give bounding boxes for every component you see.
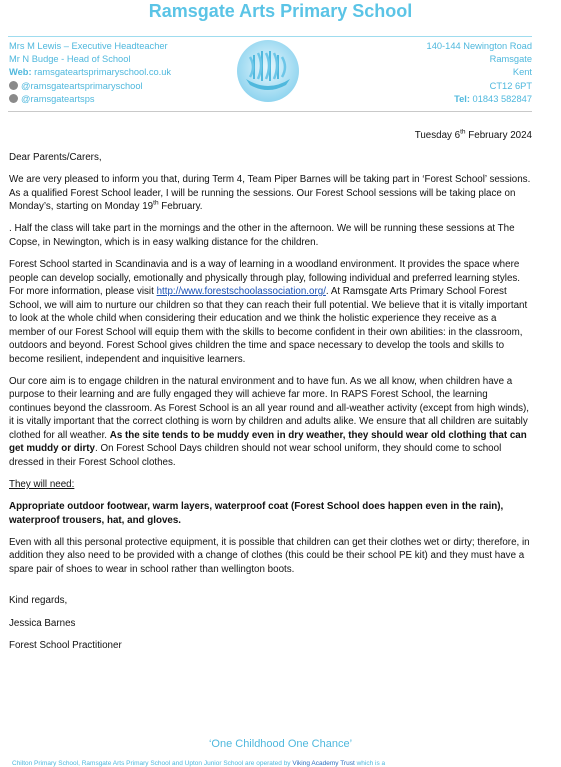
address-postcode: CT12 6PT [489, 80, 532, 91]
web-label: Web: [9, 67, 32, 78]
intro-text: We are very pleased to inform you that, during Term 4, Team Piper Barnes will be taking part in ‘Forest School’ sessions. As a qualified Forest School leader, I will be running the sessions. Our Forest School sessions will be taking place on Monday’s, starting on Monday 19 [9, 174, 531, 213]
head-of-school: Mr N Budge - Head of School [9, 54, 131, 65]
header-contact-left [9, 40, 171, 106]
footer-operated: are operated by [243, 760, 293, 767]
header-divider-bottom [8, 111, 532, 112]
executive-headteacher: Mrs M Lewis – Executive Headteacher [9, 41, 168, 51]
address-county: Kent [512, 67, 532, 78]
header-divider-top [8, 36, 532, 37]
viking-ship-logo [236, 39, 300, 103]
paragraph-core-aim [9, 375, 532, 470]
date-ordinal: th [460, 128, 466, 136]
core-aim-text: Our core aim is to engage children in the natural environment and to have fun. As we all know, when children have a purpose to their learning and are fully engaged they will achieve far more. In RAPS Forest School, the learning continues beyond the classroom. As Forest School is an all year round and all-weather activity (except from high winds), it is vitally important that the correct clothing is worn by children and adults alike. We ensure that all children are suitably clothed for all weather. [9, 375, 530, 441]
they-will-need-heading: They will need: [9, 478, 75, 490]
address-town: Ramsgate [489, 54, 532, 65]
signer-name: Jessica Barnes [9, 617, 76, 629]
clothing-list [9, 500, 532, 527]
clothing-list-text: Appropriate outdoor footwear, warm layers, waterproof coat (Forest School does happen even in the rain), waterproof trousers, hat, and gloves. [9, 501, 504, 526]
school-name-title: Ramsgate Arts Primary School [148, 1, 413, 21]
forest-school-association-link[interactable]: http://www.forestschoolassociation.org/ [156, 286, 326, 298]
date-day: Tuesday 6 [414, 130, 461, 141]
signer-title: Forest School Practitioner [9, 639, 122, 651]
intro-ordinal: th [153, 199, 159, 207]
footer-schools: Chilton Primary School, Ramsgate Arts Primary School and Upton Junior School [12, 760, 244, 767]
salutation: Dear Parents/Carers, [9, 152, 102, 163]
paragraph-about-forest-school [9, 258, 532, 366]
facebook-line[interactable] [9, 80, 171, 93]
twitter-line[interactable] [9, 93, 171, 106]
facebook-icon [9, 81, 18, 90]
muddy-clothing-warning: As the site tends to be muddy even in dry weather, they should wear old clothing that can get muddy or dirty [9, 429, 527, 455]
intro-text-end: February. [158, 201, 203, 213]
header-contact-right [427, 40, 532, 106]
website-line [9, 66, 171, 79]
about-text: Forest School started in Scandinavia and is a way of learning in a woodland environment. It provides the space where people can develop socially, emotionally and physically through play, following individual and preferred learning styles. For more information, please visit [9, 259, 521, 298]
paragraph-intro [9, 173, 532, 214]
tel-label: Tel: [454, 93, 470, 104]
letter-body [9, 151, 532, 661]
footer-tail: which is a [354, 760, 386, 767]
about-text-end: . At Ramsgate Arts Primary School Forest School, we will aim to nurture our children so that they can reach their full potential. We believe that it is vitally important to look at the whole child when considering their education and we think the holistic experience they receive as a member of our Forest School will equip them with the skills to become confident in their own abilities: in the classroom, outdoors and beyond. Forest School gives children the time and space necessary to develop the tools and skills to become resilient, independent and inquisitive learners. [9, 286, 528, 365]
twitter-icon [9, 94, 18, 103]
telephone-line [427, 93, 532, 106]
facebook-handle[interactable]: @ramsgateartsprimaryschool [21, 80, 143, 91]
twitter-handle[interactable]: @ramsgateartsps [21, 93, 95, 104]
footer-trust-name: Viking Academy Trust [292, 760, 355, 767]
date-month-year: February 2024 [465, 130, 532, 141]
telephone-number: 01843 582847 [472, 93, 532, 104]
school-motto: ‘One Childhood One Chance’ [208, 738, 353, 750]
core-aim-text-end: . On Forest School Days children should not wear school uniform, they should come to school dressed in their Forest School clothes. [9, 443, 502, 468]
website-link[interactable]: ramsgateartsprimaryschool.co.uk [34, 67, 172, 78]
closing: Kind regards, [9, 595, 68, 607]
address-street: 140-144 Newington Road [426, 41, 532, 51]
paragraph-schedule: . Half the class will take part in the mornings and the other in the afternoon. We will be running these sessions at The Copse, in Newington, which is in easy walking distance for the children. [9, 223, 515, 248]
letter-date [415, 130, 532, 141]
paragraph-change-of-clothes: Even with all this personal protective equipment, it is possible that children can get their clothes wet or dirty; therefore, in addition they also need to be provided with a change of clothes (this could be their school PE kit) and they must have a spare pair of shoes to wear in school rather than wellington boots. [9, 536, 530, 575]
